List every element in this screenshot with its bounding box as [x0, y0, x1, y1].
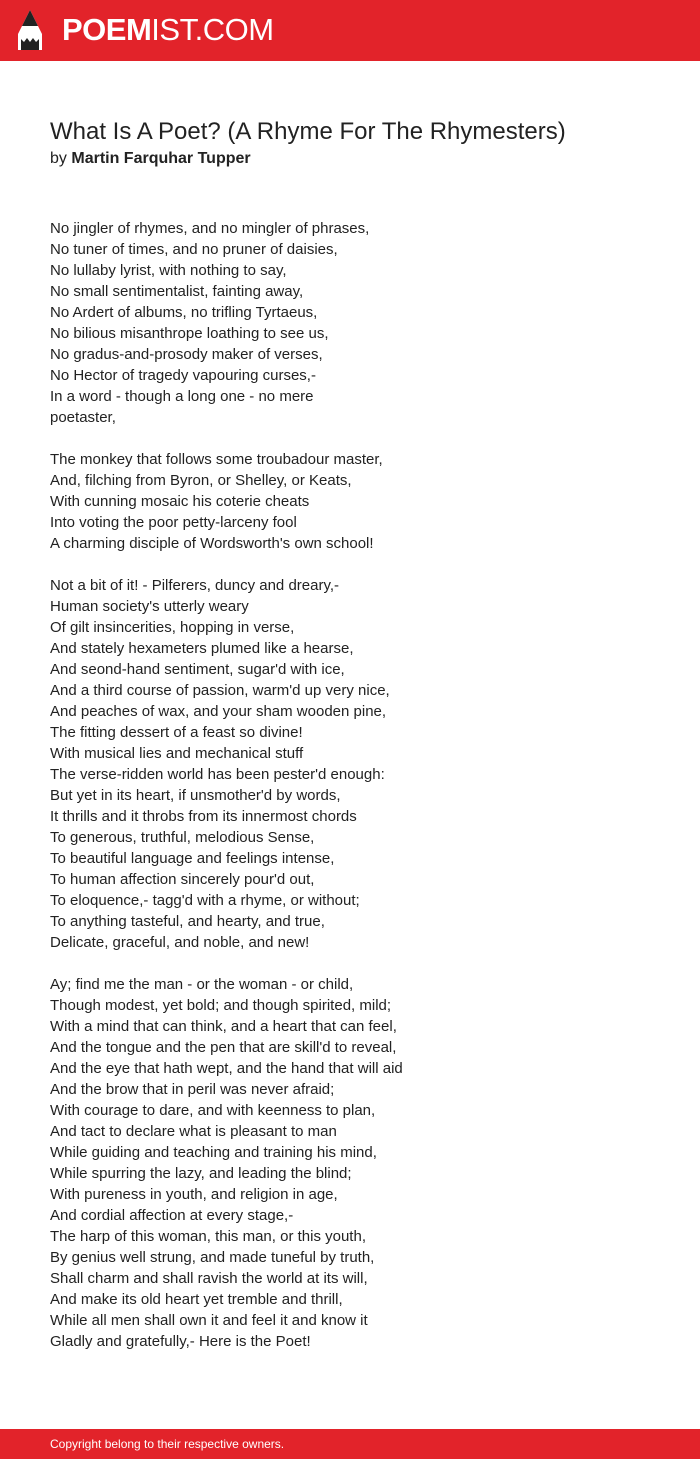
poem-line: Shall charm and shall ravish the world at its will, [50, 1270, 368, 1287]
poem-line: To anything tasteful, and hearty, and true, [50, 913, 325, 930]
poem-line: To human affection sincerely pour'd out, [50, 871, 315, 888]
poem-stanza [50, 449, 650, 554]
poem-stanza [50, 218, 650, 428]
poem-line: Delicate, graceful, and noble, and new! [50, 934, 310, 951]
poem-line: While spurring the lazy, and leading the blind; [50, 1165, 352, 1182]
poem-line: With cunning mosaic his coterie cheats [50, 493, 310, 510]
poem-line: Of gilt insincerities, hopping in verse, [50, 619, 295, 636]
poem-stanza [50, 974, 650, 1352]
copyright-notice: Copyright belong to their respective owners. [50, 1437, 285, 1451]
poem-line: No jingler of rhymes, and no mingler of phrases, [50, 220, 370, 237]
pencil-tip-icon[interactable] [17, 9, 43, 51]
site-footer [0, 1429, 700, 1459]
poem-line: No lullaby lyrist, with nothing to say, [50, 262, 287, 279]
poem-body [50, 218, 650, 1373]
poem-line: In a word - though a long one - no mere [50, 388, 314, 405]
poem-line: To eloquence,- tagg'd with a rhyme, or without; [50, 892, 360, 909]
logo-text-light: IST.COM [151, 12, 274, 47]
poem-title: What Is A Poet? (A Rhyme For The Rhymesters) [50, 118, 566, 145]
logo-text-bold: POEM [62, 12, 152, 47]
poem-line: By genius well strung, and made tuneful by truth, [50, 1249, 375, 1266]
poem-line: poetaster, [50, 409, 116, 426]
poem-byline [50, 148, 251, 170]
poem-stanza [50, 575, 650, 953]
poem-line: A charming disciple of Wordsworth's own school! [50, 535, 374, 552]
author-name: Martin Farquhar Tupper [71, 150, 251, 167]
site-header [0, 0, 700, 61]
poem-line: No small sentimentalist, fainting away, [50, 283, 304, 300]
poem-line: With courage to dare, and with keenness to plan, [50, 1102, 376, 1119]
poem-line: Human society's utterly weary [50, 598, 249, 615]
poem-line: And the eye that hath wept, and the hand that will aid [50, 1060, 403, 1077]
poem-line: And a third course of passion, warm'd up very nice, [50, 682, 390, 699]
poem-line: The verse-ridden world has been pester'd enough: [50, 766, 385, 783]
poem-line: And the brow that in peril was never afraid; [50, 1081, 335, 1098]
poem-line: And the tongue and the pen that are skill'd to reveal, [50, 1039, 397, 1056]
poem-line: No Hector of tragedy vapouring curses,- [50, 367, 316, 384]
poem-line: And stately hexameters plumed like a hearse, [50, 640, 354, 657]
poem-line: And seond-hand sentiment, sugar'd with ice, [50, 661, 345, 678]
poem-line: With a mind that can think, and a heart that can feel, [50, 1018, 397, 1035]
poem-line: And, filching from Byron, or Shelley, or Keats, [50, 472, 352, 489]
poem-line: And make its old heart yet tremble and thrill, [50, 1291, 343, 1308]
poem-line: Into voting the poor petty-larceny fool [50, 514, 297, 531]
poem-line: With musical lies and mechanical stuff [50, 745, 304, 762]
poem-line: No tuner of times, and no pruner of daisies, [50, 241, 338, 258]
poem-line: Gladly and gratefully,- Here is the Poet! [50, 1333, 311, 1350]
poem-line: No Ardert of albums, no trifling Tyrtaeus, [50, 304, 318, 321]
poem-line: To generous, truthful, melodious Sense, [50, 829, 315, 846]
poem-line: The fitting dessert of a feast so divine! [50, 724, 303, 741]
poem-line: Ay; find me the man - or the woman - or child, [50, 976, 354, 993]
poem-line: And peaches of wax, and your sham wooden pine, [50, 703, 387, 720]
poem-line: While all men shall own it and feel it and know it [50, 1312, 368, 1329]
poem-line: But yet in its heart, if unsmother'd by words, [50, 787, 341, 804]
poem-line: With pureness in youth, and religion in age, [50, 1186, 338, 1203]
by-label: by [50, 150, 67, 167]
poem-line: No bilious misanthrope loathing to see us, [50, 325, 329, 342]
poem-line: Though modest, yet bold; and though spirited, mild; [50, 997, 392, 1014]
poem-line: Not a bit of it! - Pilferers, duncy and dreary,- [50, 577, 340, 594]
poem-line: And tact to declare what is pleasant to man [50, 1123, 337, 1140]
poem-line: The monkey that follows some troubadour master, [50, 451, 383, 468]
poem-line: And cordial affection at every stage,- [50, 1207, 294, 1224]
poem-line: No gradus-and-prosody maker of verses, [50, 346, 323, 363]
poem-line: While guiding and teaching and training his mind, [50, 1144, 377, 1161]
poem-line: It thrills and it throbs from its innermost chords [50, 808, 357, 825]
poem-line: To beautiful language and feelings intense, [50, 850, 335, 867]
poem-line: The harp of this woman, this man, or this youth, [50, 1228, 366, 1245]
site-logo[interactable] [62, 11, 274, 49]
